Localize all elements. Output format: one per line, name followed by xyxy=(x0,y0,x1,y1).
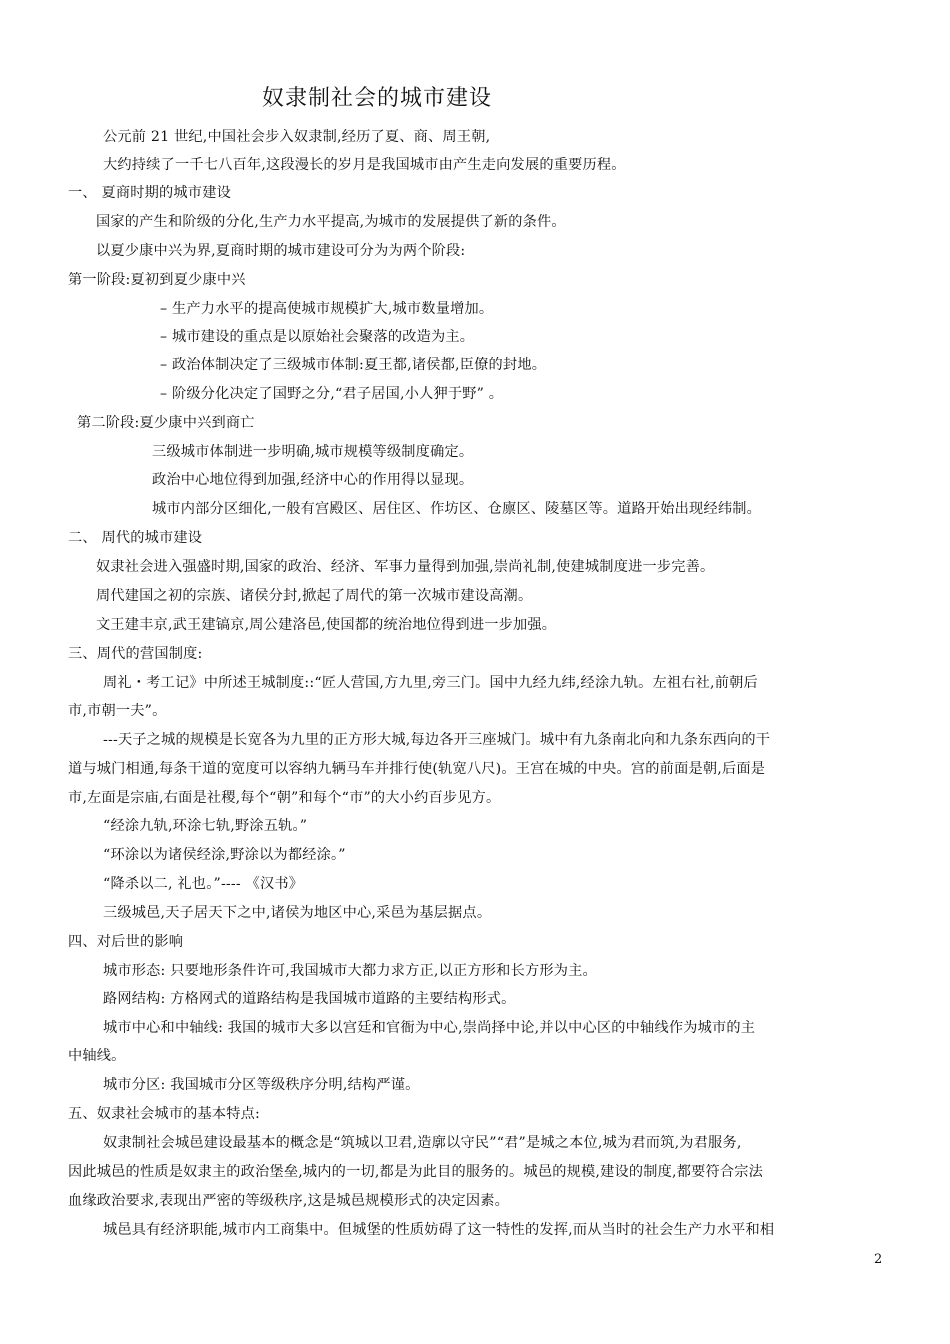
quote-line: “经涂九轨,环涂七轨,野涂五轨。” xyxy=(103,818,308,834)
quote-line: “降杀以二, 礼也。”---- 《汉书》 xyxy=(103,876,304,892)
document-title: 奴隶制社会的城市建设 xyxy=(262,86,493,111)
stage-heading: 第一阶段:夏初到夏少康中兴 xyxy=(68,272,246,288)
bullet-item: – 城市建设的重点是以原始社会聚落的改造为主。 xyxy=(160,329,475,345)
bullet-item: – 政治体制决定了三级城市体制:夏王都,诸侯都,臣僚的封地。 xyxy=(160,357,547,373)
text-line: 中轴线。 xyxy=(68,1048,126,1064)
section-heading: 二、 周代的城市建设 xyxy=(68,530,203,546)
text-line: 奴隶制社会城邑建设最基本的概念是“筑城以卫君,造廓以守民”“君”是城之本位,城为君而筑,为君服务, xyxy=(103,1135,742,1151)
text-line: 城市中心和中轴线: 我国的城市大多以宫廷和官衙为中心,崇尚择中论,并以中心区的中轴线作为城市的主 xyxy=(103,1020,756,1036)
text-line: 城市分区: 我国城市分区等级秩序分明,结构严谨。 xyxy=(103,1077,420,1093)
text-line: 市,市朝一夫”。 xyxy=(68,703,167,719)
text-line: 城市内部分区细化,一般有宫殿区、居住区、作坊区、仓廪区、陵墓区等。道路开始出现经纬制。 xyxy=(152,501,761,517)
text-line: 城邑具有经济职能,城市内工商集中。但城堡的性质妨碍了这一特性的发挥,而从当时的社会生产力水平和相 xyxy=(103,1222,775,1238)
text-line: 大约持续了一千七八百年,这段漫长的岁月是我国城市由产生走向发展的重要历程。 xyxy=(103,157,626,173)
text-line: 奴隶社会进入强盛时期,国家的政治、经济、军事力量得到加强,崇尚礼制,使建城制度进一步完善。 xyxy=(96,559,715,575)
text-line: 血缘政治要求,表现出严密的等级秩序,这是城邑规模形式的决定因素。 xyxy=(68,1193,510,1209)
text-line: 周代建国之初的宗族、诸侯分封,掀起了周代的第一次城市建设高潮。 xyxy=(96,588,533,604)
text-line: 三级城邑,天子居天下之中,诸侯为地区中心,采邑为基层据点。 xyxy=(103,905,492,921)
stage-heading: 第二阶段:夏少康中兴到商亡 xyxy=(77,415,255,431)
bullet-item: – 阶级分化决定了国野之分,“君子居国,小人狎于野” 。 xyxy=(160,386,504,402)
text-line: 公元前 21 世纪,中国社会步入奴隶制,经历了夏、商、周王朝, xyxy=(103,129,491,145)
text-line: 路网结构: 方格网式的道路结构是我国城市道路的主要结构形式。 xyxy=(103,991,516,1007)
text-line: 因此城邑的性质是奴隶主的政治堡垒,城内的一切,都是为此目的服务的。城邑的规模,建设的制度,都要符合宗法 xyxy=(68,1164,764,1180)
text-line: 三级城市体制进一步明确,城市规模等级制度确定。 xyxy=(152,444,474,460)
section-heading: 五、奴隶社会城市的基本特点: xyxy=(68,1106,261,1122)
section-heading: 一、 夏商时期的城市建设 xyxy=(68,185,231,201)
text-line: ---天子之城的规模是长宽各为九里的正方形大城,每边各开三座城门。城中有九条南北向和九条东西向的干 xyxy=(103,732,771,748)
text-line: 以夏少康中兴为界,夏商时期的城市建设可分为为两个阶段: xyxy=(96,243,466,259)
text-line: 市,左面是宗庙,右面是社稷,每个“朝”和每个“市”的大小约百步见方。 xyxy=(68,790,501,806)
text-line: 国家的产生和阶级的分化,生产力水平提高,为城市的发展提供了新的条件。 xyxy=(96,214,566,230)
page-number: 2 xyxy=(874,1252,883,1267)
text-line: 政治中心地位得到加强,经济中心的作用得以显现。 xyxy=(152,472,474,488)
section-heading: 三、周代的营国制度: xyxy=(68,646,203,662)
section-heading: 四、对后世的影响 xyxy=(68,934,184,950)
text-line: 周礼・考工记》中所述王城制度::“匠人营国,方九里,旁三门。国中九经九纬,经涂九轨。左祖右社,前朝后 xyxy=(103,675,758,691)
text-line: 文王建丰京,武王建镐京,周公建洛邑,使国都的统治地位得到进一步加强。 xyxy=(96,617,557,633)
text-line: 城市形态: 只要地形条件许可,我国城市大都力求方正,以正方形和长方形为主。 xyxy=(103,963,597,979)
quote-line: “环涂以为诸侯经涂,野涂以为都经涂。” xyxy=(103,847,346,863)
bullet-item: – 生产力水平的提高使城市规模扩大,城市数量增加。 xyxy=(160,301,494,317)
text-line: 道与城门相通,每条干道的宽度可以容纳九辆马车并排行使(轨宽八尺)。王宫在城的中央。宫的前面是朝,后面是 xyxy=(68,761,766,777)
